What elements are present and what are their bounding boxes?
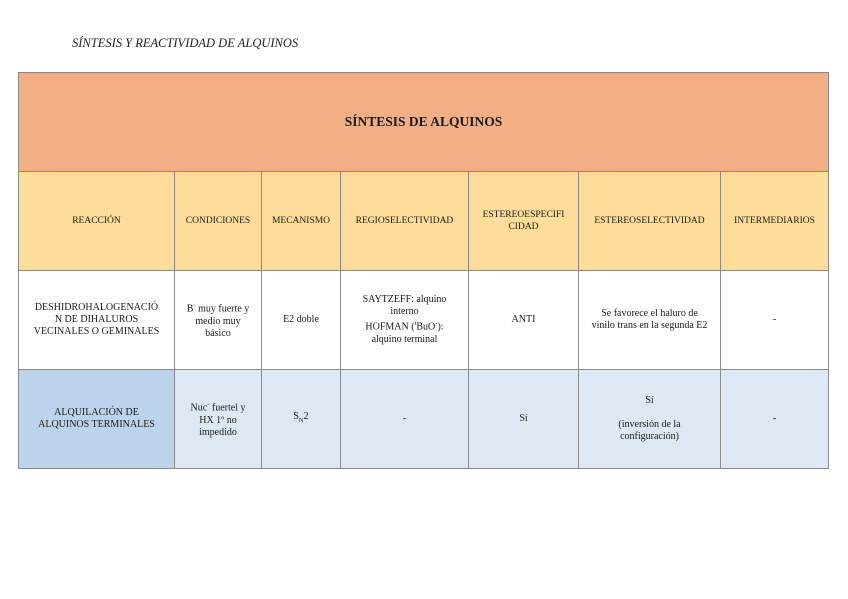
header-estereoespecificidad bbox=[469, 172, 579, 271]
synthesis-table bbox=[18, 72, 829, 469]
condiciones-text: Nuc bbox=[190, 402, 208, 414]
cell-mecanismo: E2 doble bbox=[262, 271, 341, 370]
cell-reaccion bbox=[19, 370, 175, 469]
line-gap bbox=[583, 407, 716, 419]
header-mecanismo: MECANISMO bbox=[262, 172, 341, 271]
cell-intermediarios: - bbox=[721, 370, 829, 469]
table-header-row bbox=[19, 172, 829, 271]
reaccion-line: DESHIDROHALOGENACIÓ bbox=[34, 302, 159, 313]
condiciones-text: básico bbox=[205, 327, 231, 339]
regio-text: SAYTZEFF: alquino bbox=[362, 294, 447, 306]
header-intermediarios: INTERMEDIARIOS bbox=[721, 172, 829, 271]
regio-text: HOFMAN ( bbox=[365, 321, 415, 333]
tert-superscript: t bbox=[414, 320, 417, 328]
header-reaccion: REACCIÓN bbox=[19, 172, 175, 271]
mecanismo-text: S bbox=[293, 411, 299, 422]
estereoselectividad-text: (inversión de la bbox=[618, 419, 681, 430]
header-estereoselectividad: ESTEREOSELECTIVIDAD bbox=[579, 172, 721, 271]
regio-text: ): bbox=[437, 321, 444, 333]
estereoselectividad-text: Se favorece el haluro de bbox=[601, 308, 698, 319]
estereoselectividad-text: Sí bbox=[645, 395, 654, 406]
cell-mecanismo bbox=[262, 370, 341, 469]
reaccion-line: ALQUINOS TERMINALES bbox=[38, 419, 155, 430]
condiciones-text: muy fuerte y bbox=[195, 303, 250, 315]
table-title: SÍNTESIS DE ALQUINOS bbox=[19, 73, 829, 172]
reaccion-line: N DE DIHALUROS bbox=[54, 314, 139, 325]
estereoselectividad-text: vinilo trans en la segunda E2 bbox=[591, 320, 708, 331]
header-estereoespecificidad-line1: ESTEREOESPECIFI bbox=[482, 210, 565, 220]
reaccion-line: VECINALES O GEMINALES bbox=[33, 326, 160, 337]
regio-text: alquino terminal bbox=[371, 333, 438, 345]
charge-superscript: - bbox=[193, 302, 196, 310]
cell-estereoespecificidad: ANTI bbox=[469, 271, 579, 370]
condiciones-text: medio muy bbox=[195, 315, 241, 327]
table-row bbox=[19, 271, 829, 370]
header-condiciones: CONDICIONES bbox=[175, 172, 262, 271]
condiciones-text: impedido bbox=[199, 426, 237, 438]
condiciones-text: HX 1º no bbox=[199, 414, 237, 426]
cell-condiciones bbox=[175, 271, 262, 370]
mecanismo-text: 2 bbox=[303, 411, 309, 422]
document-heading: SÍNTESIS Y REACTIVIDAD DE ALQUINOS bbox=[72, 36, 299, 50]
condiciones-text: fuertel y bbox=[209, 402, 246, 414]
reaccion-line: ALQUILACIÓN DE bbox=[54, 407, 139, 418]
cell-intermediarios: - bbox=[721, 271, 829, 370]
condiciones-text: B bbox=[186, 303, 194, 315]
table-title-row bbox=[19, 73, 829, 172]
cell-estereoespecificidad: Sí bbox=[469, 370, 579, 469]
regio-text: interno bbox=[390, 306, 419, 318]
charge-superscript: - bbox=[207, 401, 210, 409]
cell-estereoselectividad bbox=[579, 271, 721, 370]
header-regioselectividad: REGIOSELECTIVIDAD bbox=[341, 172, 469, 271]
charge-superscript: - bbox=[435, 320, 438, 328]
cell-reaccion bbox=[19, 271, 175, 370]
header-estereoespecificidad-line2: CIDAD bbox=[508, 222, 539, 232]
estereoselectividad-text: configuración) bbox=[620, 431, 679, 442]
cell-estereoselectividad bbox=[579, 370, 721, 469]
cell-condiciones bbox=[175, 370, 262, 469]
cell-regioselectividad: - bbox=[341, 370, 469, 469]
cell-regioselectividad bbox=[341, 271, 469, 370]
mecanismo-subscript: N bbox=[298, 417, 304, 424]
regio-text: BuO bbox=[416, 321, 436, 333]
table-row bbox=[19, 370, 829, 469]
